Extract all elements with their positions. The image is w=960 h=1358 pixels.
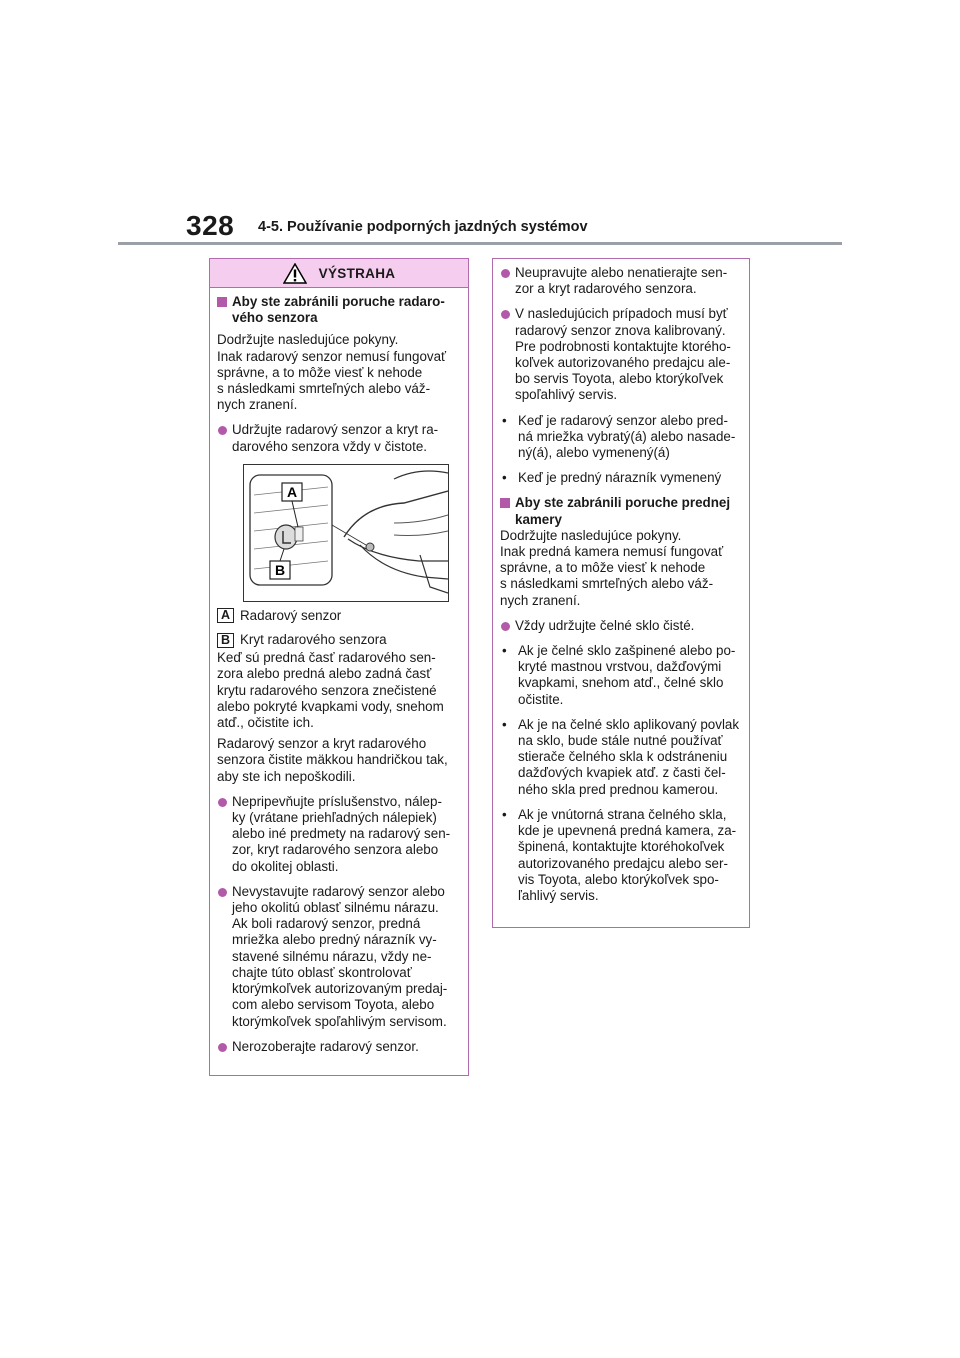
bullet-dot-icon	[218, 426, 227, 435]
radar-sensor-figure	[243, 464, 449, 602]
sub-list-item: • Keď je predný nárazník vymenený	[502, 470, 722, 486]
section-title: 4-5. Používanie podporných jazdných systémov	[258, 219, 588, 235]
paragraph-cleaning: Keď sú predná časť radarového sen- zora alebo predná alebo zadná časť krytu radarového senzora znečistené alebo pokryté kvapkami vody, snehom atď., očistite ich.	[217, 650, 444, 731]
callout-a-label: A	[286, 483, 298, 500]
sub-list-item: • Ak je na čelné sklo aplikovaný povlak na sklo, bude stále nutné používať stierače čelného skla k odstráneniu dažďových kvapiek atď. z časti čel- ného skla pred prednou kamerou.	[502, 716, 740, 797]
warning-intro: Dodržujte nasledujúce pokyny. Inak radarový senzor nemusí fungovať správne, a to môže viesť k nehode s následkami smrteľných alebo váž- nych zranení.	[217, 332, 447, 413]
camera-intro: Dodržujte nasledujúce pokyny. Inak predná kamera nemusí fungovať správne, a to môže viesť k nehode s následkami smrteľných alebo váž- nych zranení.	[500, 527, 724, 608]
legend-key-a: A	[217, 608, 234, 623]
sub-list-item: • Ak je čelné sklo zašpinené alebo po- kryté mastnou vrstvou, dažďovými kvapkami, snehom atď., čelné sklo očistite.	[502, 643, 736, 707]
list-item: Udržujte radarový senzor a kryt ra- darového senzora vždy v čistote.	[217, 422, 462, 454]
bullet-dot-icon	[218, 798, 227, 807]
list-item: Nerozoberajte radarový senzor.	[217, 1039, 462, 1055]
list-item: Vždy udržujte čelné sklo čisté.	[500, 618, 743, 634]
sub-list-item: • Ak je vnútorná strana čelného skla, kde je upevnená predná kamera, za- špinená, kontaktujte ktoréhokoľvek autorizovaného predajcu alebo ser- vis Toyota, alebo ktorýkoľvek spo- ľahlivý servis.	[502, 806, 737, 903]
square-bullet-icon	[500, 498, 510, 508]
list-item: V nasledujúcich prípadoch musí byť radarový senzor znova kalibrovaný. Pre podrobnosti kontaktujte ktorého- koľvek autorizovaného predajcu ale- bo servis Toyota, alebo ktorýkoľvek spoľahlivý servis.	[500, 306, 743, 403]
legend-radar-sensor: A Radarový senzor	[217, 608, 462, 624]
radar-sensor-illustration	[244, 465, 448, 601]
warning-box-continued	[492, 258, 750, 928]
page-header	[0, 0, 960, 250]
list-item: Nevystavujte radarový senzor alebo jeho okolitú oblasť silnému nárazu. Ak boli radarový senzor, predná mriežka alebo predný nárazník vy- stavené silnému nárazu, vždy ne- chajte túto oblasť skontrolovať ktorýmkoľvek autorizovaným predaj- com alebo servisom Toyota, alebo ktorýmkoľvek spoľahlivým servisom.	[217, 884, 462, 1030]
sub-list-item: • Keď je radarový senzor alebo pred- ná mriežka vybratý(á) alebo nasade- ný(á), alebo vymenený(á)	[502, 412, 736, 461]
bullet-dot-icon	[218, 888, 227, 897]
warning-box	[209, 258, 469, 1076]
bullet-dot-icon	[501, 622, 510, 631]
bullet-dot-icon	[501, 269, 510, 278]
bullet-dot-icon	[501, 310, 510, 319]
header-divider	[118, 242, 842, 245]
bullet-dot-icon	[218, 1043, 227, 1052]
legend-radar-cover: B Kryt radarového senzora	[217, 632, 462, 648]
list-item: Neupravujte alebo nenatierajte sen- zor a kryt radarového senzora.	[500, 265, 743, 297]
warning-title: VÝSTRAHA	[318, 265, 396, 281]
warning-triangle-icon	[283, 263, 307, 284]
warning-header	[210, 259, 468, 288]
list-item: Nepripevňujte príslušenstvo, nálep- ky (vrátane priehľadných nálepiek) alebo iné predmety na radarový sen- zor, kryt radarového senzora alebo do okolitej oblasti.	[217, 794, 462, 875]
warning-heading-camera: Aby ste zabránili poruche prednej kamery	[500, 495, 743, 527]
warning-heading-radar: Aby ste zabránili poruche radaro- vého senzora	[217, 294, 462, 326]
callout-b-label: B	[274, 561, 286, 578]
page-number: 328	[186, 210, 235, 241]
legend-key-b: B	[217, 633, 234, 648]
paragraph-soft-cloth: Radarový senzor a kryt radarového senzora čistite mäkkou handričkou tak, aby ste ich nepoškodili.	[217, 736, 448, 784]
square-bullet-icon	[217, 297, 227, 307]
